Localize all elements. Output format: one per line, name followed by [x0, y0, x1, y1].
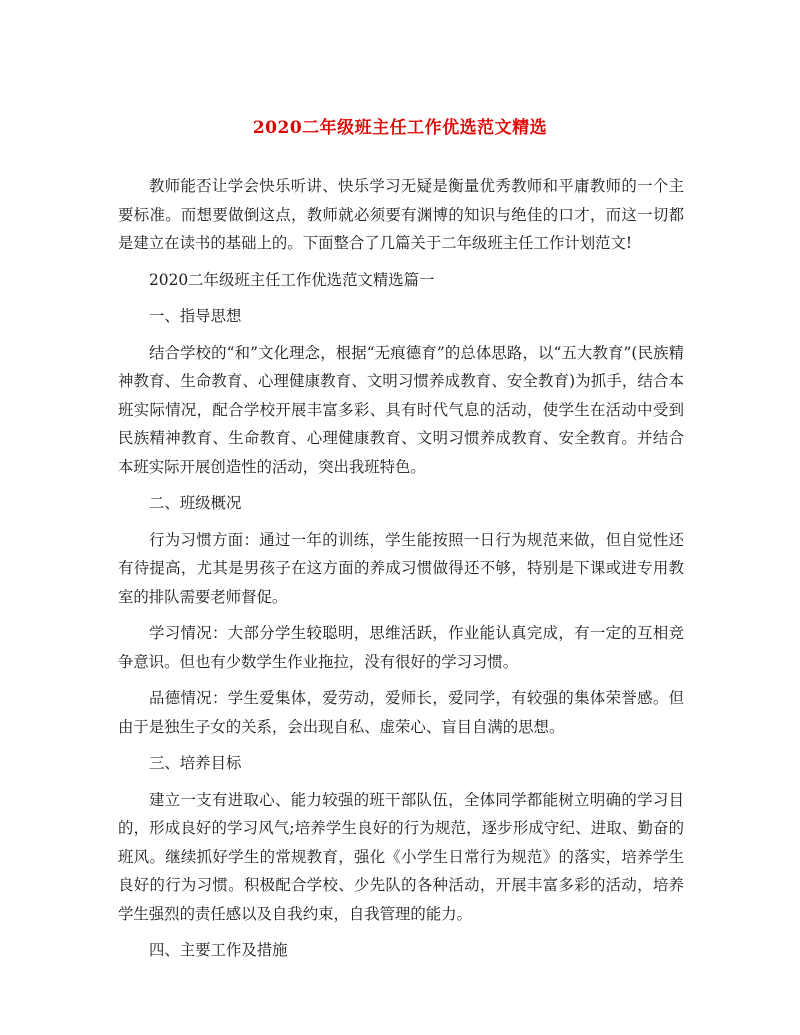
document-title: 2020二年级班主任工作优选范文精选: [252, 118, 548, 138]
section-heading-guiding-thought: 一、指导思想: [149, 307, 242, 325]
document-body: [118, 172, 684, 973]
article-title: 2020二年级班主任工作优选范文精选篇一: [149, 270, 435, 289]
paragraph-learning-situation: 学习情况：大部分学生较聪明，思维活跃，作业能认真完成，有一定的互相竞争意识。但也有少数学生作业拖拉，没有很好的学习习惯。: [118, 624, 684, 671]
paragraph-behavior-habits: 行为习惯方面：通过一年的训练，学生能按照一日行为规范来做，但自觉性还有待提高，尤其是男孩子在这方面的养成习惯做得还不够，特别是下课或进专用教室的排队需要老师督促。: [118, 530, 684, 606]
section-paragraph-guiding-thought: 结合学校的“和”文化理念，根据“无痕德育”的总体思路，以“五大教育”(民族精神教育、生命教育、心理健康教育、文明习惯养成教育、安全教育)为抓手，结合本班实际情况，配合学校开展丰富多彩、具有时代气息的活动，使学生在活动中受到民族精神教育、生命教育、心理健康教育、文明习惯养成教育、安全教育。并结合本班实际开展创造性的活动，突出我班特色。: [118, 343, 684, 476]
section-heading-training-goals: 三、培养目标: [149, 754, 242, 772]
intro-paragraph: 教师能否让学会快乐听讲、快乐学习无疑是衡量优秀教师和平庸教师的一个主要标准。而想要做倒这点，教师就必须要有渊博的知识与绝佳的口才，而这一切都是建立在读书的基础上的。下面整合了几篇关于二年级班主任工作计划范文!: [118, 177, 684, 252]
section-paragraph-training-goals: 建立一支有进取心、能力较强的班干部队伍，全体同学都能树立明确的学习目的，形成良好的学习风气;培养学生良好的行为规范，逐步形成守纪、进取、勤奋的班风。继续抓好学生的常规教育，强化《小学生日常行为规范》的落实，培养学生良好的行为习惯。积极配合学校、少先队的各种活动，开展丰富多彩的活动，培养学生强烈的责任感以及自我约束，自我管理的能力。: [118, 790, 684, 923]
paragraph-moral-situation: 品德情况：学生爱集体，爱劳动，爱师长，爱同学，有较强的集体荣誉感。但由于是独生子女的关系，会出现自私、虚荣心、盲目自满的思想。: [118, 689, 684, 736]
section-heading-main-work: 四、主要工作及措施: [149, 941, 288, 959]
section-heading-class-overview: 二、班级概况: [149, 494, 242, 512]
